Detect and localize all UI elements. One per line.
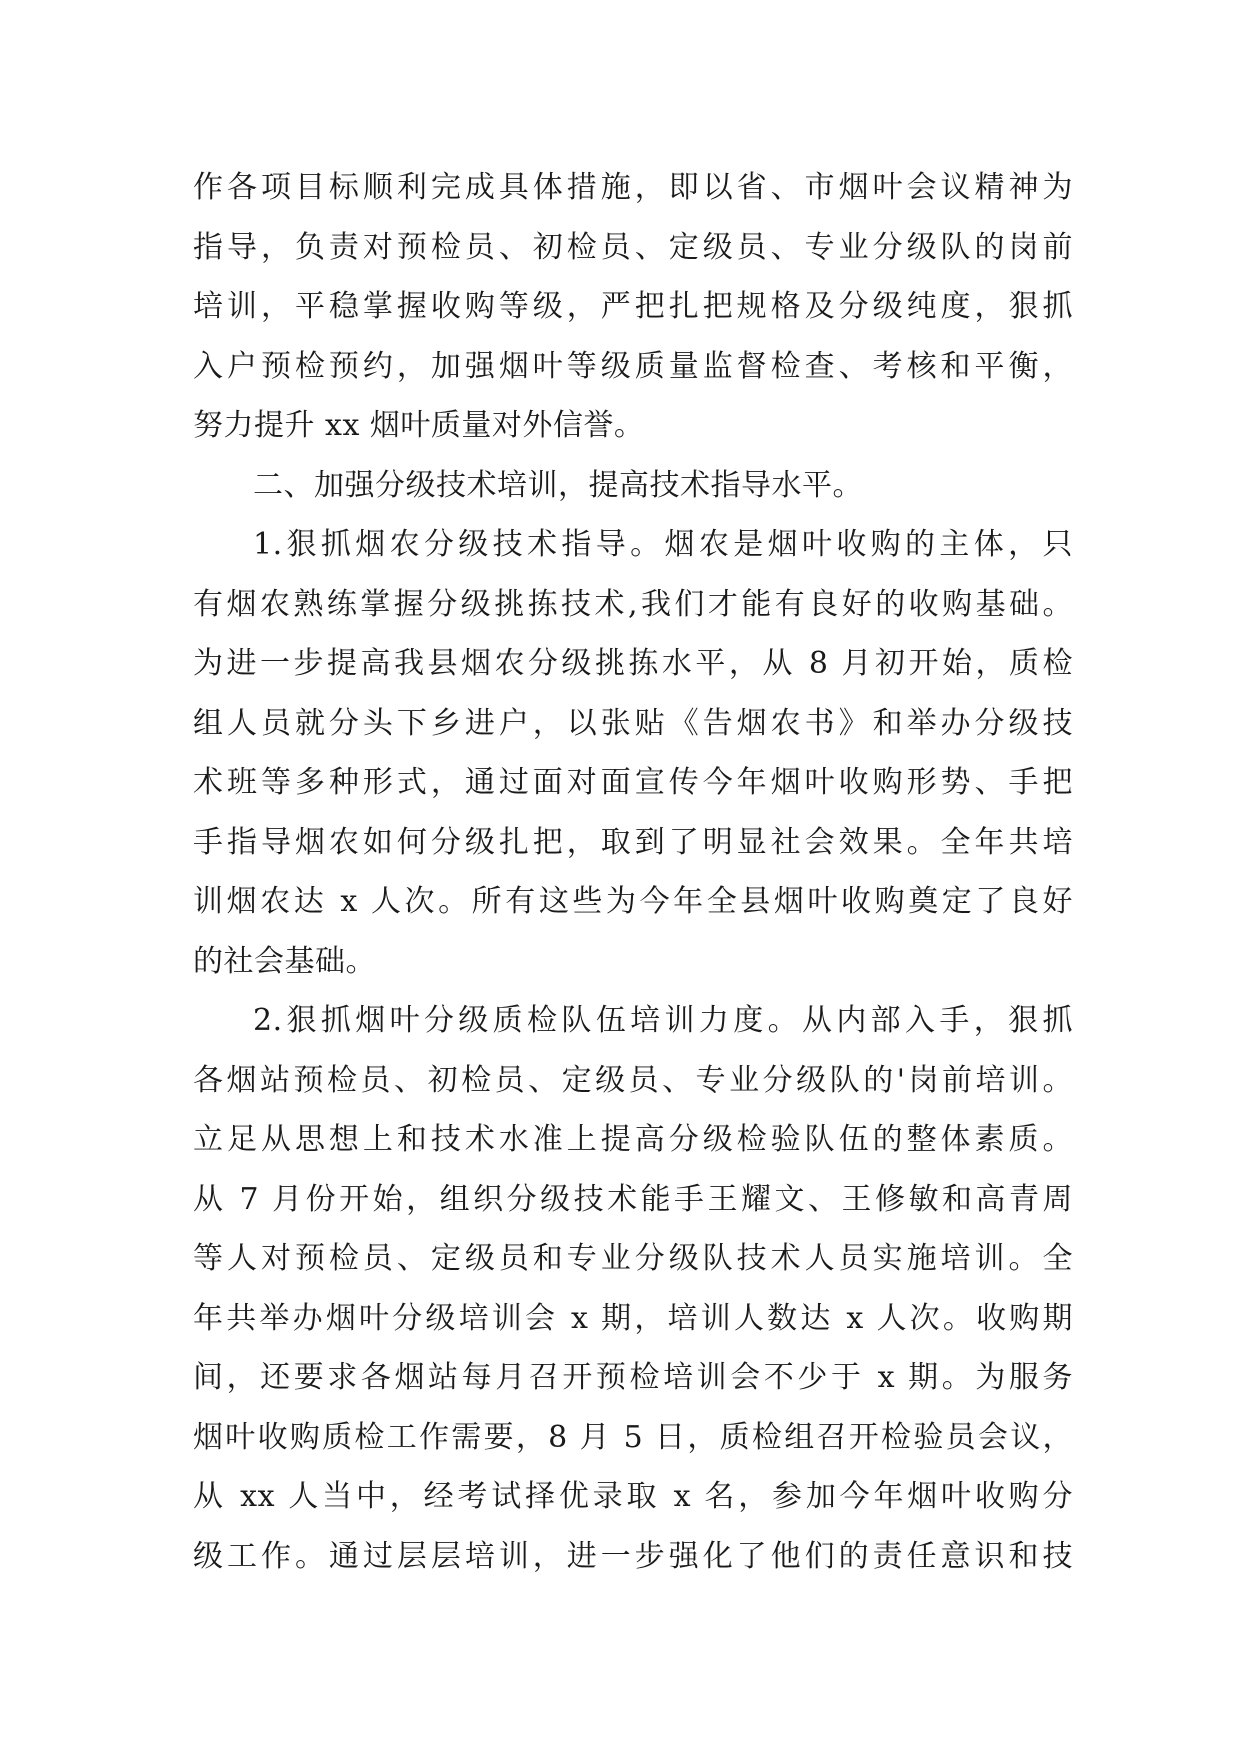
text-line: 手指导烟农如何分级扎把，取到了明显社会效果。全年共培 bbox=[193, 824, 1073, 860]
text-line: 入户预检预约，加强烟叶等级质量监督检查、考核和平衡， bbox=[193, 348, 1073, 384]
text-line: 培训，平稳掌握收购等级，严把扎把规格及分级纯度，狠抓 bbox=[193, 289, 1073, 324]
text-line: 为进一步提高我县烟农分级挑拣水平，从 8 月初开始，质检 bbox=[193, 646, 1073, 681]
text-line: 术班等多种形式，通过面对面宣传今年烟叶收购形势、手把 bbox=[193, 765, 1073, 800]
text-line: 间，还要求各烟站每月召开预检培训会不少于 x 期。为服务 bbox=[193, 1360, 1073, 1395]
text-line: 等人对预检员、定级员和专业分级队技术人员实施培训。全 bbox=[193, 1241, 1073, 1276]
text-line: 组人员就分头下乡进户，以张贴《告烟农书》和举办分级技 bbox=[193, 705, 1073, 741]
section-heading: 二、加强分级技术培训，提高技术指导水平。 bbox=[253, 467, 863, 503]
text-line: 各烟站预检员、初检员、定级员、专业分级队的'岗前培训。 bbox=[193, 1062, 1073, 1098]
text-line: 的社会基础。 bbox=[193, 943, 376, 979]
text-line: 从 xx 人当中，经考试择优录取 x 名，参加今年烟叶收购分 bbox=[193, 1479, 1073, 1514]
text-line: 烟叶收购质检工作需要，8 月 5 日，质检组召开检验员会议， bbox=[193, 1419, 1073, 1455]
text-line: 努力提升 xx 烟叶质量对外信誉。 bbox=[193, 408, 645, 443]
text-line: 指导，负责对预检员、初检员、定级员、专业分级队的岗前 bbox=[193, 229, 1073, 265]
text-line: 立足从思想上和技术水准上提高分级检验队伍的整体素质。 bbox=[193, 1122, 1073, 1157]
text-line: 训烟农达 x 人次。所有这些为今年全县烟叶收购奠定了良好 bbox=[193, 884, 1073, 919]
text-line: 1.狠抓烟农分级技术指导。烟农是烟叶收购的主体，只 bbox=[253, 527, 1073, 562]
text-line: 年共举办烟叶分级培训会 x 期，培训人数达 x 人次。收购期 bbox=[193, 1300, 1073, 1336]
text-line: 从 7 月份开始，组织分级技术能手王耀文、王修敏和高青周 bbox=[193, 1181, 1073, 1217]
body-text bbox=[193, 158, 1073, 1586]
text-line: 级工作。通过层层培训，进一步强化了他们的责任意识和技 bbox=[193, 1538, 1073, 1574]
text-line: 作各项目标顺利完成具体措施，即以省、市烟叶会议精神为 bbox=[193, 170, 1073, 205]
text-line: 2.狠抓烟叶分级质检队伍培训力度。从内部入手，狠抓 bbox=[253, 1003, 1073, 1038]
text-line: 有烟农熟练掌握分级挑拣技术,我们才能有良好的收购基础。 bbox=[193, 586, 1073, 622]
